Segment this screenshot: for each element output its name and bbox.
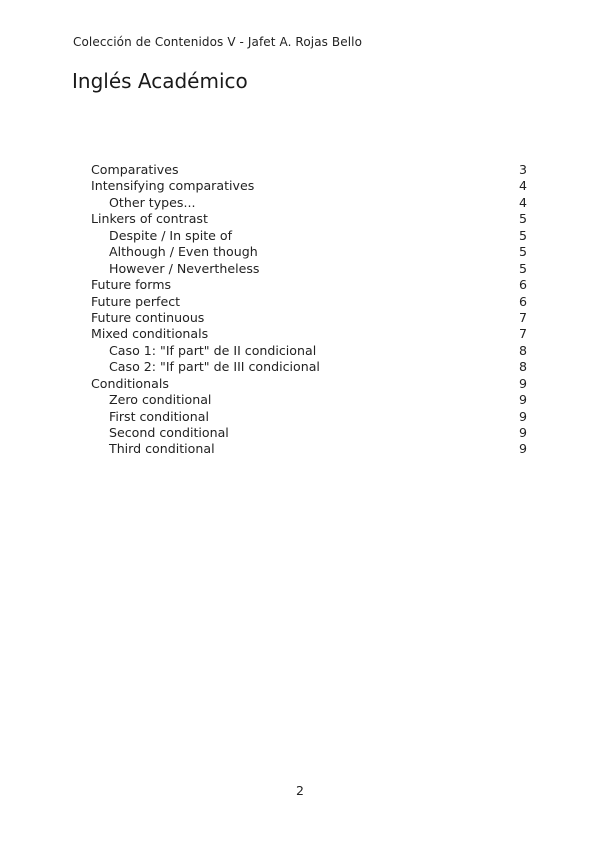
toc-entry-page-number: 7 bbox=[518, 326, 527, 342]
toc-entry-page-number: 4 bbox=[518, 178, 527, 194]
document-title: Inglés Académico bbox=[72, 69, 248, 93]
toc-entry-page-number: 5 bbox=[518, 260, 527, 276]
toc-entry[interactable] bbox=[91, 376, 527, 392]
table-of-contents bbox=[91, 162, 527, 458]
toc-entry-page-number: 9 bbox=[518, 408, 527, 424]
toc-entry[interactable] bbox=[91, 425, 527, 441]
toc-entry-label: Although / Even though bbox=[109, 244, 258, 260]
toc-entry-label: Future forms bbox=[91, 277, 172, 293]
toc-entry[interactable] bbox=[91, 359, 527, 375]
toc-entry-page-number: 7 bbox=[518, 309, 527, 325]
toc-entry-label: Intensifying comparatives bbox=[91, 178, 255, 194]
toc-entry[interactable] bbox=[91, 277, 527, 293]
toc-entry-label: Other types... bbox=[109, 194, 196, 210]
toc-entry[interactable] bbox=[91, 326, 527, 342]
toc-entry-label: Comparatives bbox=[91, 162, 179, 177]
toc-entry-page-number: 3 bbox=[518, 162, 527, 177]
toc-entry-page-number: 4 bbox=[518, 194, 527, 210]
toc-entry-page-number: 9 bbox=[518, 425, 527, 440]
toc-entry-label: Mixed conditionals bbox=[91, 326, 209, 342]
toc-entry[interactable] bbox=[91, 441, 527, 457]
toc-entry-label: Future perfect bbox=[91, 293, 181, 309]
toc-entry-page-number: 5 bbox=[518, 227, 527, 243]
toc-entry-label: Conditionals bbox=[91, 375, 169, 391]
toc-entry[interactable] bbox=[91, 195, 527, 211]
toc-entry[interactable] bbox=[91, 211, 527, 227]
toc-entry-page-number: 6 bbox=[518, 293, 527, 309]
page-number: 2 bbox=[296, 783, 304, 798]
toc-entry-page-number: 8 bbox=[518, 342, 527, 358]
toc-entry-page-number: 9 bbox=[518, 441, 527, 457]
toc-entry-page-number: 5 bbox=[518, 244, 527, 260]
toc-entry-label: First conditional bbox=[109, 408, 209, 424]
toc-entry[interactable] bbox=[91, 228, 527, 244]
toc-entry-label: Caso 2: "If part" de III condicional bbox=[109, 359, 320, 375]
toc-entry-page-number: 5 bbox=[518, 211, 527, 227]
toc-entry-label: Zero conditional bbox=[109, 392, 212, 408]
toc-entry[interactable] bbox=[91, 310, 527, 326]
toc-entry-label: Linkers of contrast bbox=[91, 211, 208, 227]
toc-entry-label: Despite / In spite of bbox=[109, 227, 233, 243]
toc-entry-page-number: 6 bbox=[518, 277, 527, 293]
toc-entry-label: Second conditional bbox=[109, 425, 229, 440]
toc-entry[interactable] bbox=[91, 392, 527, 408]
toc-entry-label: However / Nevertheless bbox=[109, 260, 260, 276]
toc-entry-label: Caso 1: "If part" de II condicional bbox=[109, 342, 317, 358]
toc-entry[interactable] bbox=[91, 343, 527, 359]
toc-entry-page-number: 9 bbox=[518, 392, 527, 408]
running-header: Colección de Contenidos V - Jafet A. Rojas Bello bbox=[73, 35, 363, 49]
toc-entry[interactable] bbox=[91, 261, 527, 277]
toc-entry-label: Third conditional bbox=[109, 441, 215, 457]
toc-entry[interactable] bbox=[91, 178, 527, 194]
toc-entry-label: Future continuous bbox=[91, 309, 205, 325]
toc-entry[interactable] bbox=[91, 409, 527, 425]
toc-entry-page-number: 8 bbox=[518, 359, 527, 375]
toc-entry-page-number: 9 bbox=[518, 375, 527, 391]
toc-entry[interactable] bbox=[91, 162, 527, 178]
toc-entry[interactable] bbox=[91, 294, 527, 310]
toc-entry[interactable] bbox=[91, 244, 527, 260]
